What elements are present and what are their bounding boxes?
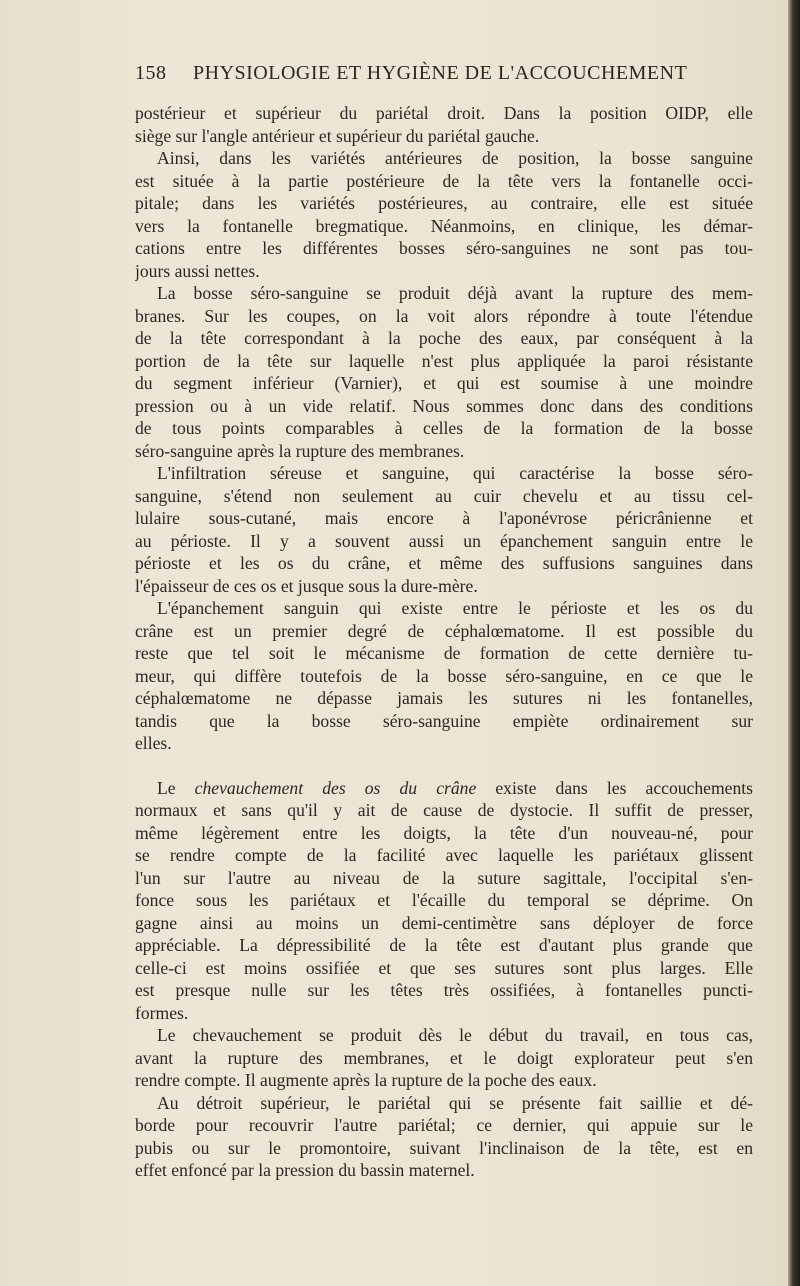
text-line: pubis ou sur le promontoire, suivant l'inclinaison de la tête, est en — [135, 1137, 753, 1158]
text-line: formes. — [135, 1002, 189, 1023]
section-gap — [135, 755, 753, 777]
text-line: elles. — [135, 733, 172, 753]
text-line: postérieur et supérieur du pariétal droit. Dans la position OIDP, elle — [135, 103, 753, 123]
text-line: gagne ainsi au moins un demi-centimètre sans déployer de force — [135, 912, 753, 933]
paragraph-3 — [135, 282, 753, 462]
sentence-start: Le — [157, 777, 176, 798]
text-line: normaux et sans qu'il y ait de cause de dystocie. Il suffit de presser, — [135, 800, 753, 820]
text-line: Au détroit supérieur, le pariétal qui se présente fait saillie et dé- — [157, 1092, 753, 1113]
text-line: siège sur l'angle antérieur et supérieur du pariétal gauche. — [135, 125, 540, 146]
text-line: L'infiltration séreuse et sanguine, qui caractérise la bosse séro- — [157, 463, 753, 483]
text-line: l'un sur l'autre au niveau de la suture sagittale, l'occipital s'en- — [135, 867, 753, 888]
text-line: jours aussi nettes. — [135, 260, 260, 281]
text-line: est presque nulle sur les têtes très ossifiées, à fontanelles puncti- — [135, 980, 753, 1000]
text-line: appréciable. La dépressibilité de la tête est d'autant plus grande que — [135, 935, 753, 955]
paragraph-4 — [135, 462, 753, 597]
text-line: pression ou à un vide relatif. Nous sommes donc dans des conditions — [135, 395, 753, 416]
text-line: de la tête correspondant à la poche des eaux, par conséquent à la — [135, 328, 753, 348]
text-line: est située à la partie postérieure de la tête vers la fontanelle occi- — [135, 170, 753, 191]
text-line: l'épaisseur de ces os et jusque sous la dure-mère. — [135, 575, 478, 596]
text-line: de tous points comparables à celles de la formation de la bosse — [135, 418, 753, 438]
text-line: reste que tel soit le mécanisme de formation de cette dernière tu- — [135, 643, 753, 663]
text-line: avant la rupture des membranes, et le doigt explorateur peut s'en — [135, 1047, 753, 1068]
paragraph-7 — [135, 1024, 753, 1092]
text-line: celle-ci est moins ossifiée et que ses sutures sont plus larges. Elle — [135, 957, 753, 978]
text-line: L'épanchement sanguin qui existe entre le périoste et les os du — [157, 598, 753, 618]
running-title: PHYSIOLOGIE ET HYGIÈNE DE L'ACCOUCHEMENT — [193, 62, 688, 84]
running-header — [135, 62, 735, 92]
text-line: borde pour recouvrir l'autre pariétal; ce dernier, qui appuie sur le — [135, 1115, 753, 1135]
text-line: Le chevauchement se produit dès le début du travail, en tous cas, — [157, 1025, 753, 1045]
text-line: Ainsi, dans les variétés antérieures de position, la bosse sanguine — [157, 148, 753, 168]
text-line: branes. Sur les coupes, on la voit alors répondre à toute l'étendue — [135, 305, 753, 326]
text-line: séro-sanguine après la rupture des membranes. — [135, 440, 465, 461]
text-line: rendre compte. Il augmente après la rupture de la poche des eaux. — [135, 1070, 597, 1090]
text-line: du segment inférieur (Varnier), et qui est soumise à une moindre — [135, 373, 753, 393]
text-line: vers la fontanelle bregmatique. Néanmoins, en clinique, les démar- — [135, 215, 753, 236]
text-line: périoste et les os du crâne, et même des suffusions sanguines dans — [135, 553, 753, 573]
text-line: portion de la tête sur laquelle n'est plus appliquée la paroi résistante — [135, 350, 753, 371]
paragraph-8 — [135, 1092, 753, 1182]
paragraph-5 — [135, 597, 753, 755]
text-line: même légèrement entre les doigts, la tête d'un nouveau-né, pour — [135, 822, 753, 843]
page-number: 158 — [135, 62, 167, 84]
text-line: effet enfoncé par la pression du bassin maternel. — [135, 1160, 475, 1180]
italic-term: chevauchement des os du crâne — [194, 777, 477, 798]
text-line: au périoste. Il y a souvent aussi un épanchement sanguin entre le — [135, 530, 753, 551]
text-line: meur, qui diffère toutefois de la bosse séro-sanguine, en ce que le — [135, 665, 753, 686]
text-line: cations entre les différentes bosses séro-sanguines ne sont pas tou- — [135, 238, 753, 258]
text-line: tandis que la bosse séro-sanguine empiète ordinairement sur — [135, 710, 753, 731]
paragraph-2 — [135, 147, 753, 282]
text-line: sanguine, s'étend non seulement au cuir chevelu et au tissu cel- — [135, 485, 753, 506]
sentence-continuation: existe dans les accouchements — [495, 777, 753, 798]
paragraph-1 — [135, 102, 753, 147]
paragraph-6 — [135, 777, 753, 1025]
body-text — [135, 102, 753, 1182]
text-line — [135, 777, 753, 800]
text-line: lulaire sous-cutané, mais encore à l'aponévrose péricrânienne et — [135, 508, 753, 528]
text-line: se rendre compte de la facilité avec laquelle les pariétaux glissent — [135, 845, 753, 865]
page-edge-shadow — [788, 0, 800, 1286]
text-line: crâne est un premier degré de céphalœmatome. Il est possible du — [135, 620, 753, 641]
text-line: La bosse séro-sanguine se produit déjà avant la rupture des mem- — [157, 283, 753, 303]
text-line: céphalœmatome ne dépasse jamais les sutures ni les fontanelles, — [135, 688, 753, 708]
text-line: pitale; dans les variétés postérieures, au contraire, elle est située — [135, 193, 753, 213]
text-line: fonce sous les pariétaux et l'écaille du temporal se déprime. On — [135, 890, 753, 910]
